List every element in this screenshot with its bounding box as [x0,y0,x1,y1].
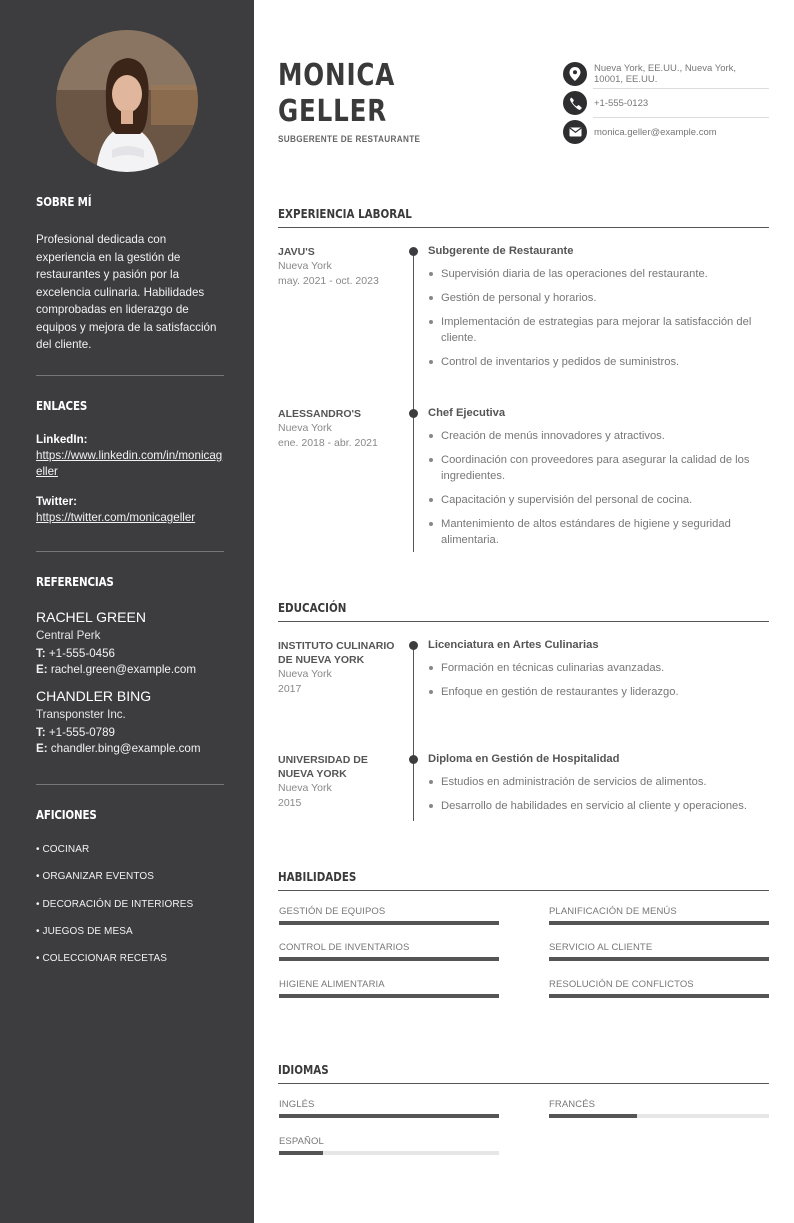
languages-heading: IDIOMAS [278,1063,329,1077]
education-org [278,753,396,811]
education-entry [428,639,769,708]
degree-title: Licenciatura en Artes Culinarias [428,639,599,651]
skill-bar-fill [279,921,499,925]
links-section [36,399,224,526]
section-rule [278,621,769,622]
contact-divider [593,117,769,118]
language-item [549,1099,769,1118]
phone-value: +1-555-0456 [48,647,115,660]
bullet-item: Implementación de estrategias para mejorar la satisfacción del cliente. [428,314,769,346]
language-bar [549,1114,769,1118]
bullet-list [428,660,769,700]
skill-bar-fill [549,994,769,998]
language-name: FRANCÉS [549,1099,596,1110]
reference-item [36,609,224,678]
org-dates: ene. 2018 - abr. 2021 [278,437,378,449]
role-title: Chef Ejecutiva [428,407,506,419]
hobby-item: • ORGANIZAR EVENTOS [36,871,155,882]
email-text[interactable]: monica.geller@example.com [594,126,717,138]
link-item-linkedin [36,433,224,480]
skill-bar [279,921,499,925]
section-rule [278,1083,769,1084]
education-entry [428,753,769,822]
bullet-item: Capacitación y supervisión del personal de cocina. [428,492,769,508]
link-label: LinkedIn: [36,433,88,446]
about-heading: SOBRE MÍ [36,195,92,209]
language-item [279,1136,499,1155]
skill-item [279,906,499,925]
skill-bar [279,994,499,998]
bullet-item: Creación de menús innovadores y atractivos. [428,428,769,444]
skill-name: CONTROL DE INVENTARIOS [279,942,410,953]
experience-entry [428,407,769,556]
skill-bar-fill [279,994,499,998]
contact-phone [563,91,769,115]
reference-company: Transponster Inc. [36,708,126,721]
reference-name: CHANDLER BING [36,688,152,704]
org-location: Nueva York [278,668,332,680]
sidebar [0,0,254,1223]
language-bar-fill [279,1114,499,1118]
education-org [278,639,396,697]
skill-bar [549,957,769,961]
timeline-dot [409,755,418,764]
email-icon [563,120,587,144]
bullet-item: Coordinación con proveedores para asegurar la calidad de los ingredientes. [428,452,769,484]
experience-org [278,245,396,289]
reference-email [36,662,224,678]
language-bar-fill [549,1114,637,1118]
contact-address [563,62,769,86]
bullet-item: Gestión de personal y horarios. [428,290,769,306]
sidebar-divider [36,784,224,785]
bullet-item: Mantenimiento de altos estándares de higiene y seguridad alimentaria. [428,516,769,548]
degree-title: Diploma en Gestión de Hospitalidad [428,753,620,765]
timeline-line [413,252,414,552]
hobby-item: • JUEGOS DE MESA [36,926,133,937]
bullet-item: Estudios en administración de servicios de alimentos. [428,774,769,790]
references-section [36,575,224,757]
bullet-item: Enfoque en gestión de restaurantes y liderazgo. [428,684,769,700]
skill-bar [549,994,769,998]
language-name: INGLÉS [279,1099,315,1110]
skills-heading: HABILIDADES [278,870,357,884]
bullet-list [428,266,769,370]
candidate-name [278,58,395,130]
sidebar-divider [36,375,224,376]
email-value: chandler.bing@example.com [50,742,201,755]
org-dates: 2017 [278,683,302,695]
skill-item [549,979,769,998]
skill-item [279,942,499,961]
bullet-item: Supervisión diaria de las operaciones del restaurante. [428,266,769,282]
language-bar [279,1114,499,1118]
org-location: Nueva York [278,260,332,272]
bullet-list [428,774,769,814]
language-item [279,1099,499,1118]
hobby-item: • COLECCIONAR RECETAS [36,953,167,964]
skill-name: SERVICIO AL CLIENTE [549,942,653,953]
link-label: Twitter: [36,495,78,508]
timeline-dot [409,247,418,256]
reference-name: RACHEL GREEN [36,609,146,625]
skill-item [279,979,499,998]
org-dates: may. 2021 - oct. 2023 [278,275,379,287]
email-value: rachel.green@example.com [50,663,196,676]
phone-icon [563,91,587,115]
last-name: GELLER [278,94,388,129]
skill-item [549,906,769,925]
language-bar-fill [279,1151,323,1155]
profile-photo-image [56,30,198,172]
org-dates: 2015 [278,797,302,809]
skill-name: RESOLUCIÓN DE CONFLICTOS [549,979,694,990]
skill-name: PLANIFICACIÓN DE MENÚS [549,906,677,917]
reference-item [36,688,224,757]
about-text: Profesional dedicada con experiencia en la gestión de restaurantes y pasión por la excelencia culinaria. Habilidades comprobadas en liderazgo de equipos y mejora de la satisfacción del cliente. [36,233,217,351]
hobby-item: • DECORACIÓN DE INTERIORES [36,899,194,910]
skill-bar-fill [549,921,769,925]
reference-phone [36,646,224,662]
language-name: ESPAÑOL [279,1136,324,1147]
role-title: Subgerente de Restaurante [428,245,574,257]
org-name: ALESSANDRO'S [278,408,362,420]
hobbies-heading: AFICIONES [36,808,97,822]
phone-text: +1-555-0123 [594,97,649,109]
phone-label: T: [36,647,46,660]
section-rule [278,227,769,228]
contact-email [563,120,769,144]
reference-email [36,741,224,757]
bullet-list [428,428,769,548]
bullet-item: Formación en técnicas culinarias avanzadas. [428,660,769,676]
hobby-item: • COCINAR [36,844,90,855]
address-text: Nueva York, EE.UU., Nueva York, 10001, EE.UU. [594,63,737,85]
location-pin-icon [563,62,587,86]
phone-value: +1-555-0789 [48,726,115,739]
reference-company: Central Perk [36,629,101,642]
skill-bar-fill [279,957,499,961]
timeline-line [413,646,414,821]
experience-org [278,407,396,451]
experience-heading: EXPERIENCIA LABORAL [278,207,412,221]
email-label: E: [36,663,48,676]
org-name: UNIVERSIDAD DE NUEVA YORK [278,754,368,780]
skill-bar [549,921,769,925]
phone-label: T: [36,726,46,739]
hobbies-section [36,808,224,822]
bullet-item: Desarrollo de habilidades en servicio al cliente y operaciones. [428,798,769,814]
reference-phone [36,725,224,741]
link-item-twitter [36,495,224,526]
org-name: JAVU'S [278,246,315,258]
experience-entry [428,245,769,378]
skill-item [549,942,769,961]
profile-photo [56,30,198,172]
skill-bar-fill [549,957,769,961]
skill-bar [279,957,499,961]
linkedin-link[interactable]: https://www.linkedin.com/in/monicageller [36,449,223,478]
sidebar-divider [36,551,224,552]
skill-name: GESTIÓN DE EQUIPOS [279,906,386,917]
section-rule [278,890,769,891]
bullet-item: Control de inventarios y pedidos de suministros. [428,354,769,370]
skill-name: HIGIENE ALIMENTARIA [279,979,385,990]
job-title: SUBGERENTE DE RESTAURANTE [278,134,421,145]
org-location: Nueva York [278,782,332,794]
org-location: Nueva York [278,422,332,434]
timeline-dot [409,409,418,418]
first-name: MONICA [278,58,396,93]
timeline-dot [409,641,418,650]
email-label: E: [36,742,48,755]
contact-divider [593,88,769,89]
about-section [36,195,224,354]
twitter-link[interactable]: https://twitter.com/monicageller [36,511,196,524]
links-heading: ENLACES [36,399,88,413]
org-name: INSTITUTO CULINARIO DE NUEVA YORK [278,640,395,666]
references-heading: REFERENCIAS [36,575,114,589]
language-bar [279,1151,499,1155]
education-heading: EDUCACIÓN [278,601,347,615]
